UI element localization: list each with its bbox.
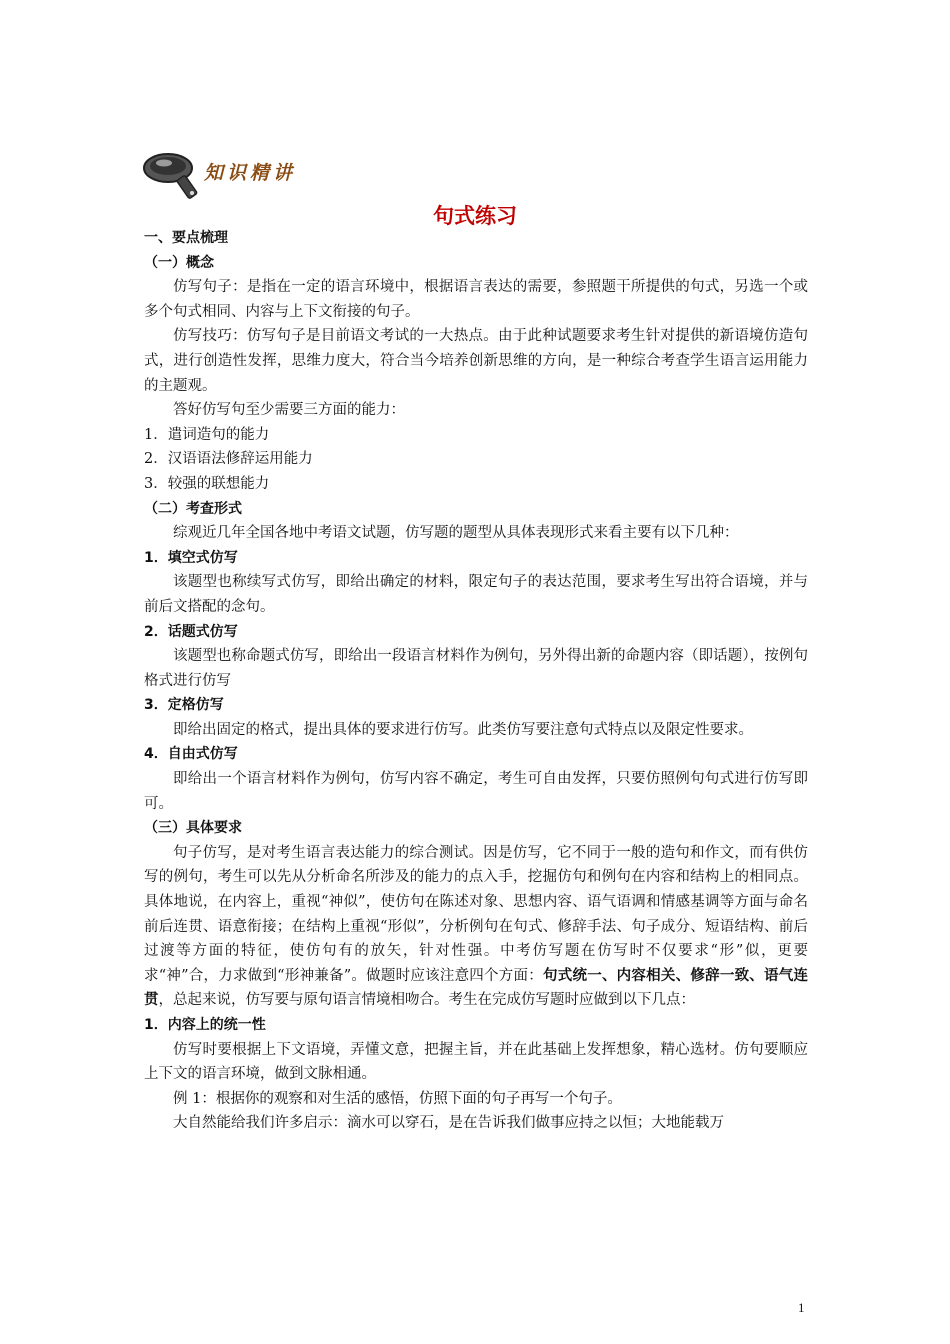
page-title: 句式练习 [433, 204, 517, 228]
paragraph: 大自然能给我们许多启示：滴水可以穿石，是在告诉我们做事应持之以恒；大地能载万 [173, 1115, 724, 1132]
section-heading: 一、要点梳理 [144, 230, 228, 246]
page-number: 1 [798, 1300, 805, 1315]
example-label: 例 1：根据你的观察和对生活的感悟，仿照下面的句子再写一个句子。 [173, 1090, 622, 1107]
item-heading: 3．定格仿写 [144, 697, 224, 714]
paragraph: 仿写时要根据上下文语境，弄懂文意，把握主旨，并在此基础上发挥想象，精心选材。仿句要顺应上下文的语言环境，做到文脉相通。 [144, 1041, 808, 1083]
subsection-heading: （三）具体要求 [144, 820, 242, 837]
paragraph: 即给出固定的格式，提出具体的要求进行仿写。此类仿写要注意句式特点以及限定性要求。 [173, 721, 753, 738]
paragraph [144, 841, 808, 1013]
paragraph: 该题型也称续写式仿写，即给出确定的材料，限定句子的表达范围，要求考生写出符合语境，并与前后文搭配的念句。 [144, 574, 808, 615]
paragraph: 仿写句子：是指在一定的语言环境中，根据语言表达的需要，参照题干所提供的句式，另选一个或多个句式相同、内容与上下文衔接的句子。 [144, 279, 808, 320]
subsection-heading: （一）概念 [144, 254, 214, 271]
pan-icon [142, 150, 204, 200]
paragraph: 仿写技巧：仿写句子是目前语文考试的一大热点。由于此种试题要求考生针对提供的新语境仿造句式，进行创造性发挥，思维力度大，符合当今培养创新思维的方向，是一种综合考查学生语言运用能力的主题观。 [144, 328, 808, 394]
list-item: 3．较强的联想能力 [144, 475, 270, 492]
paragraph: 答好仿写句至少需要三方面的能力： [173, 402, 405, 419]
banner-label: 知识精讲 [204, 162, 297, 184]
item-heading: 4．自由式仿写 [144, 746, 238, 763]
subsection-heading: （二）考查形式 [144, 500, 242, 517]
list-item: 1．遣词造句的能力 [144, 426, 270, 443]
list-item: 2．汉语语法修辞运用能力 [144, 451, 313, 468]
paragraph: 即给出一个语言材料作为例句，仿写内容不确定，考生可自由发挥，只要仿照例句句式进行仿写即可。 [144, 771, 808, 812]
document-body [144, 226, 808, 1136]
paragraph: 综观近几年全国各地中考语文试题，仿写题的题型从具体表现形式来看主要有以下几种： [173, 525, 739, 542]
item-heading: 2．话题式仿写 [144, 623, 238, 640]
paragraph-text: 句子仿写，是对考生语言表达能力的综合测试。因是仿写，它不同于一般的造句和作文，而有供仿写的例句，考生可以先从分析命名所涉及的能力的点入手，挖掘仿句和例句在内容和结构上的相同点。具体地说，在内容上，重视“神似”，使仿句在陈述对象、思想内容、语气语调和情感基调等方面与命名前后连贯、语意衔接；在结构上重视“形似”，分析例句在句式、修辞手法、句子成分、短语结构、前后过渡等方面的特征，使仿句有的放矢，针对性强。中考仿写题在仿写时不仅要求“形”似，更要求“神”合，力求做到“形神兼备”。做题时应该注意四个方面： [144, 844, 808, 984]
paragraph-text: ，总起来说，仿写要与原句语言情境相吻合。考生在完成仿写题时应做到以下几点： [158, 992, 695, 1009]
item-heading: 1．填空式仿写 [144, 549, 238, 566]
item-heading: 1．内容上的统一性 [144, 1017, 266, 1033]
emphasis-text: 句式统一、内容相关、修辞一致、语气连贯 [144, 967, 809, 1009]
paragraph: 该题型也称命题式仿写，即给出一段语言材料作为例句，另外得出新的命题内容（即话题），按例句格式进行仿写 [144, 648, 808, 689]
section-banner [142, 150, 342, 200]
